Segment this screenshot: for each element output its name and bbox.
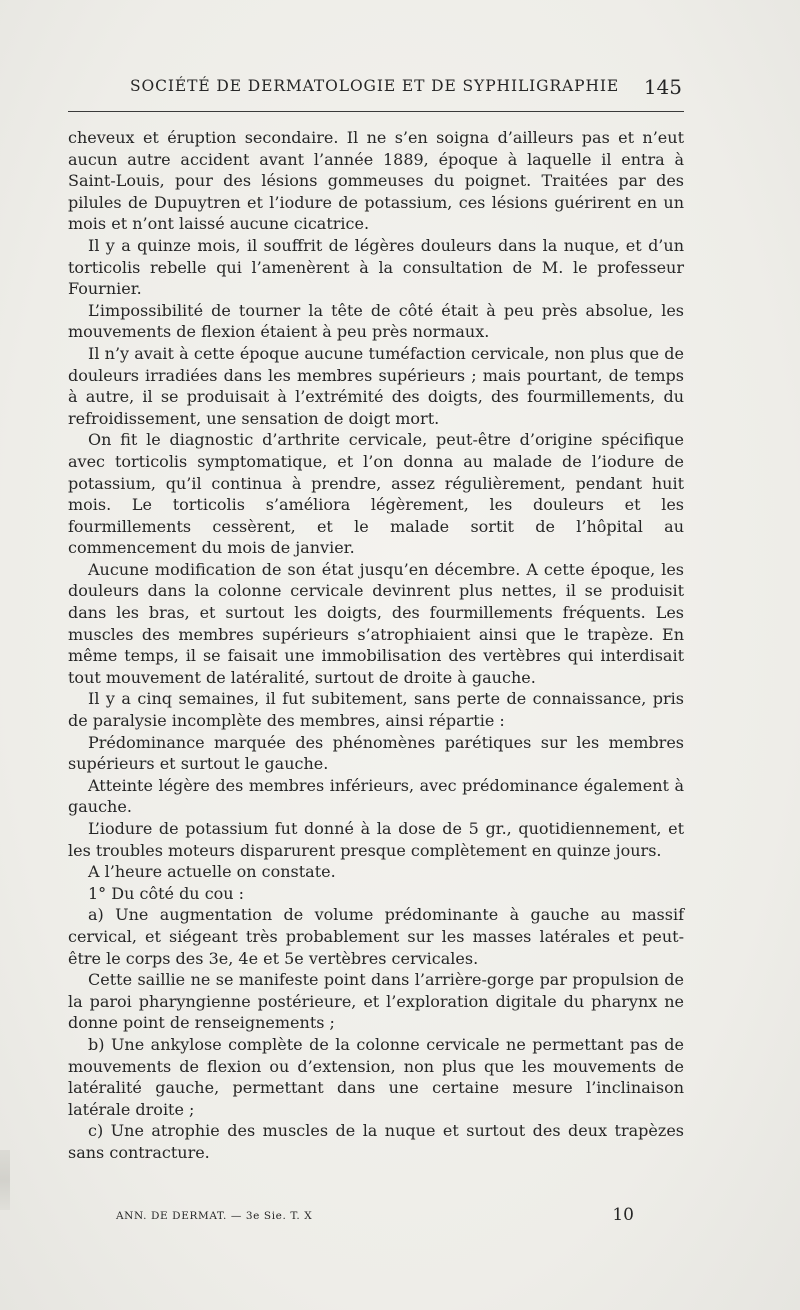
- list-item: a) Une augmentation de volume prédominante à gauche au massif cervical, et siégeant très probablement sur les masses latérales et peut-être le corps des 3e, 4e et 5e vertèbres cervicales.: [68, 905, 684, 968]
- margin-shadow: [0, 1150, 10, 1210]
- paragraph: Aucune modification de son état jusqu’en décembre. A cette époque, les douleurs dans la colonne cervicale devinrent plus nettes, il se produisit dans les bras, et surtout les doigts, des fourmillements fréquents. Les muscles des membres supérieurs s’atrophiaient ainsi que le trapèze. En même temps, il se faisait une immobilisation des vertèbres qui interdisait tout mouvement de latéralité, surtout de droite à gauche.: [68, 559, 684, 687]
- printer-signature: ANN. DE DERMAT. — 3e Sie. T. X: [116, 1210, 313, 1222]
- paragraph: Il n’y avait à cette époque aucune tuméfaction cervicale, non plus que de douleurs irradiées dans les membres supérieurs ; mais pourtant, de temps à autre, il se produisait à l’extrémité des doigts, des fourmillements, du refroidissement, une sensation de doigt mort.: [68, 343, 684, 428]
- paragraph: cheveux et éruption secondaire. Il ne s’en soigna d’ailleurs pas et n’eut aucun autre accident avant l’année 1889, époque à laquelle il entra à Saint-Louis, pour des lésions gommeuses du poignet. Traitées par des pilules de Dupuytren et l’iodure de potassium, ces lésions guérirent en un mois et n’ont laissé aucune cicatrice.: [68, 128, 684, 234]
- body-text: [68, 127, 684, 1164]
- paragraph: Il y a cinq semaines, il fut subitement, sans perte de connaissance, pris de paralysie incomplète des membres, ainsi répartie :: [68, 689, 684, 731]
- section-heading: 1° Du côté du cou :: [88, 883, 245, 903]
- sheet-number: 10: [612, 1205, 634, 1225]
- running-head: SOCIÉTÉ DE DERMATOLOGIE ET DE SYPHILIGRAPHIE: [130, 77, 620, 95]
- paragraph: Cette saillie ne se manifeste point dans l’arrière-gorge par propulsion de la paroi pharyngienne postérieure, et l’exploration digitale du pharynx ne donne point de renseignements ;: [68, 970, 684, 1033]
- paragraph: A l’heure actuelle on constate.: [88, 862, 336, 882]
- page-footer: [68, 1205, 684, 1229]
- header-rule: [68, 111, 684, 112]
- paragraph: Atteinte légère des membres inférieurs, avec prédominance également à gauche.: [68, 775, 684, 817]
- page-number: 145: [643, 75, 682, 99]
- paragraph: L’iodure de potassium fut donné à la dose de 5 gr., quotidiennement, et les troubles moteurs disparurent presque complètement en quinze jours.: [68, 819, 684, 860]
- page-header: [68, 75, 684, 99]
- paragraph: L’impossibilité de tourner la tête de côté était à peu près absolue, les mouvements de flexion étaient à peu près normaux.: [68, 300, 684, 342]
- paragraph: Prédominance marquée des phénomènes parétiques sur les membres supérieurs et surtout le gauche.: [68, 732, 684, 774]
- list-item: b) Une ankylose complète de la colonne cervicale ne permettant pas de mouvements de flexion ou d’extension, non plus que les mouvements de latéralité gauche, permettant dans une certaine mesure l’inclinaison latérale droite ;: [68, 1034, 684, 1119]
- paragraph: On fit le diagnostic d’arthrite cervicale, peut-être d’origine spécifique avec torticolis symptomatique, et l’on donna au malade de l’iodure de potassium, qu’il continua à prendre, assez régulièrement, pendant huit mois. Le torticolis s’améliora légèrement, les douleurs et les fourmillements cessèrent, et le malade sortit de l’hôpital au commencement du mois de janvier.: [68, 430, 684, 558]
- paragraph: Il y a quinze mois, il souffrit de légères douleurs dans la nuque, et d’un torticolis rebelle qui l’amenèrent à la consultation de M. le professeur Fournier.: [68, 235, 684, 299]
- list-item: c) Une atrophie des muscles de la nuque et surtout des deux trapèzes sans contracture.: [68, 1121, 684, 1162]
